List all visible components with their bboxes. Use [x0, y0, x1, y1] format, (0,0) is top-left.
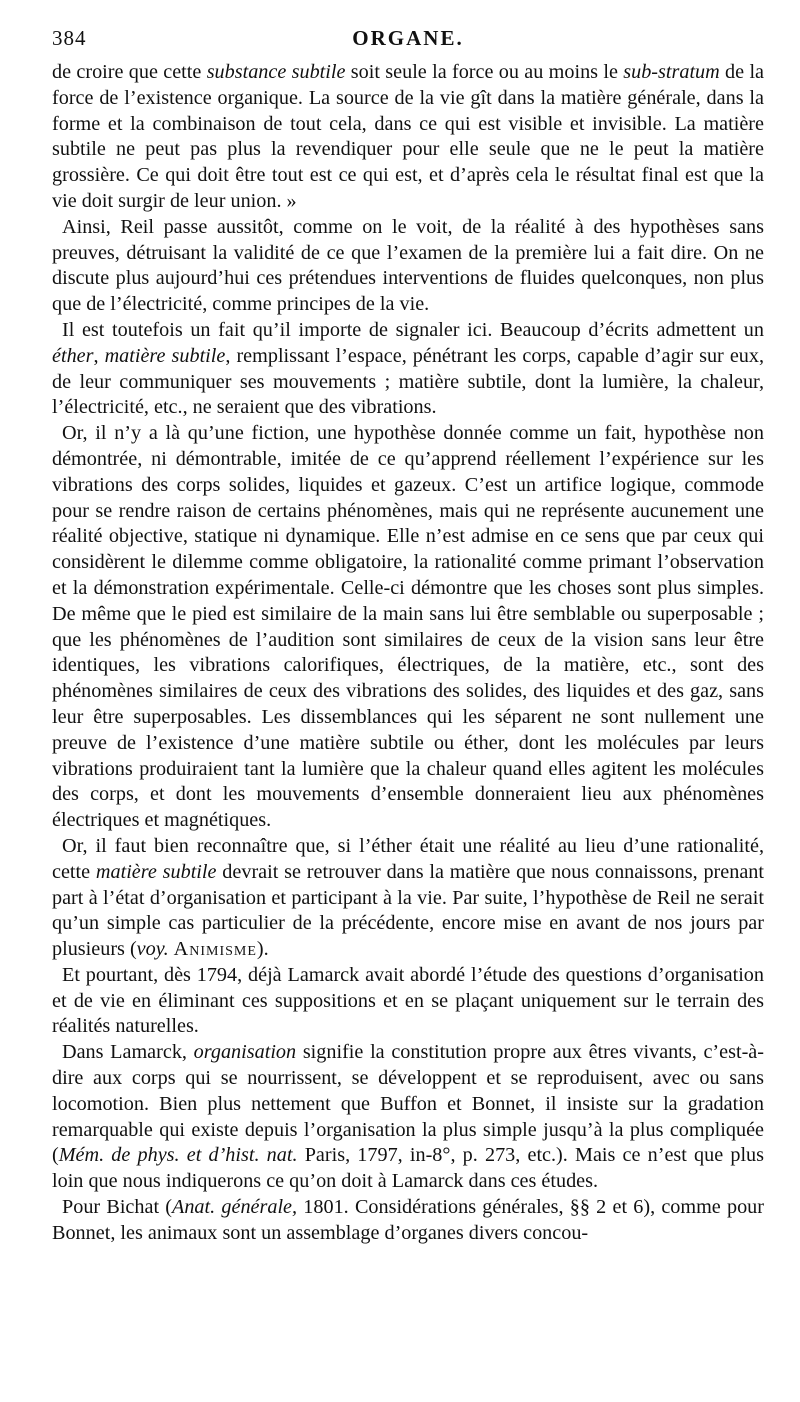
italic-text: substance subtile: [206, 61, 346, 83]
paragraph: [52, 318, 764, 421]
text-run: Et pourtant, dès 1794, déjà Lamarck avait abordé l’étude des questions d’organisation et de vie en éliminant ces suppositions et en se plaçant uniquement sur le terrain des réalités naturelles.: [52, 963, 764, 1038]
text-run: 1801. Considérations générales, §§ 2 et 6), comme pour Bonnet, les animaux sont un assemblage d’organes divers concou-: [52, 1196, 764, 1244]
italic-text: sub-stratum: [623, 61, 720, 83]
small-caps-text: Animisme: [173, 938, 257, 961]
body-text: [52, 60, 764, 1247]
italic-text: voy.: [136, 938, 169, 961]
document-page: [52, 26, 764, 1247]
italic-text: organisation: [193, 1041, 297, 1064]
page-number: 384: [52, 26, 87, 50]
text-run: de croire que cette: [52, 61, 207, 83]
paragraph: [52, 834, 764, 963]
italic-text: éther: [52, 344, 94, 367]
paragraph: [52, 1040, 764, 1195]
text-run: signifie la constitution propre aux êtres vivants, c’est-à-dire aux corps qui se nourrissent, se développent et se reproduisent, avec ou sans locomotion. Bien plus nettement que Buffon et Bonnet, il insiste sur la gradation remarquable qui existe depuis l’organisation la plus simple jusqu’à la plus compliquée (: [52, 1041, 764, 1167]
paragraph: [52, 421, 764, 834]
text-run: ,: [93, 344, 105, 367]
text-run: Paris, 1797, in-8°, p. 273, etc.). Mais ce n’est que plus loin que nous indiquerons ce qu’on doit à Lamarck dans ces études.: [52, 1144, 765, 1193]
text-run: Pour Bichat (: [62, 1196, 172, 1219]
paragraph: [52, 1195, 764, 1247]
paragraph: [52, 60, 764, 215]
text-run: Or, il n’y a là qu’une fiction, une hypothèse donnée comme un fait, hypothèse non démontrée, ni démontrable, imitée de ce qu’apprend réellement l’expérience sur les vibrations des corps solides, liquides et gazeux. C’est un artifice logique, commode pour se rendre raison de certains phénomènes, mais qui ne représente aucunement une réalité objective, statique ni dynamique. Elle n’est admise en ce sens que par ceux qui considèrent le dilemme comme obligatoire, la rationalité comme primant l’observation et la démonstration expérimentale. Celle-ci démontre que les choses sont plus simples. De même que le pied est similaire de la main sans lui être semblable ou superposable ; que les phénomènes de l’audition sont similaires de ceux de la vision sans leur être identiques, les vibrations calorifiques, électriques, de la matière, etc., sont des phénomènes similaires de ceux des vibrations des solides, des liquides et des gaz, sans leur être superposables. Les dissemblances qui les séparent ne sont nullement une preuve de l’existence d’une matière subtile ou éther, dont les molécules par leurs vibrations produiraient tant la lumière que la chaleur quand elles agitent les molécules des corps, et dont les mouvements d’ensemble donneraient lieu aux phénomènes électriques et magnétiques.: [52, 422, 764, 832]
paragraph: [52, 215, 764, 318]
text-run: ).: [256, 938, 269, 961]
paragraph: [52, 963, 764, 1040]
text-run: Or, il faut bien reconnaître que, si l’éther était une réalité au lieu d’une rationalité, cette: [52, 834, 764, 883]
italic-text: matière subtile: [104, 344, 226, 367]
italic-text: matière subtile: [95, 860, 217, 883]
text-run: Il est toutefois un fait qu’il importe de signaler ici. Beaucoup d’écrits admettent un: [62, 318, 764, 341]
italic-text: Anat. générale,: [172, 1196, 298, 1219]
text-run: devrait se retrouver dans la matière que nous connaissons, prenant part à l’état d’organisation et participant à la vie. Par suite, l’hypothèse de Reil ne serait qu’un simple cas particulier de la précédente, encore mise en avant de nos jours par plusieurs (: [52, 860, 764, 961]
running-title: ORGANE.: [352, 26, 464, 50]
text-run: , remplissant l’espace, pénétrant les corps, capable d’agir sur eux, de leur communiquer ses mouvements ; matière subtile, dont la lumière, la chaleur, l’électricité, etc., ne seraient que des vibrations.: [52, 344, 765, 419]
text-run: Dans Lamarck,: [62, 1041, 194, 1064]
text-run: de la force de l’existence organique. La source de la vie gît dans la matière générale, dans la forme et la combinaison de tout cela, dans ce qui est visible et invisible. La matière subtile ne peut pas plus la revendiquer pour elle seule que ne le peut la matière grossière. Ce qui doit être tout est ce qui est, et d’après cela le résultat final est que la vie doit surgir de leur union. »: [52, 61, 765, 212]
italic-text: Mém. de phys. et d’hist. nat.: [58, 1144, 298, 1167]
text-run: soit seule la force ou au moins le: [345, 61, 624, 83]
text-run: Ainsi, Reil passe aussitôt, comme on le voit, de la réalité à des hypothèses sans preuves, détruisant la validité de ce que l’examen de la première lui a fait dire. On ne discute plus aujourd’hui ces prétendues interventions de fluides quelconques, non plus que de l’électricité, comme principes de la vie.: [52, 215, 764, 316]
running-head: [52, 26, 764, 60]
